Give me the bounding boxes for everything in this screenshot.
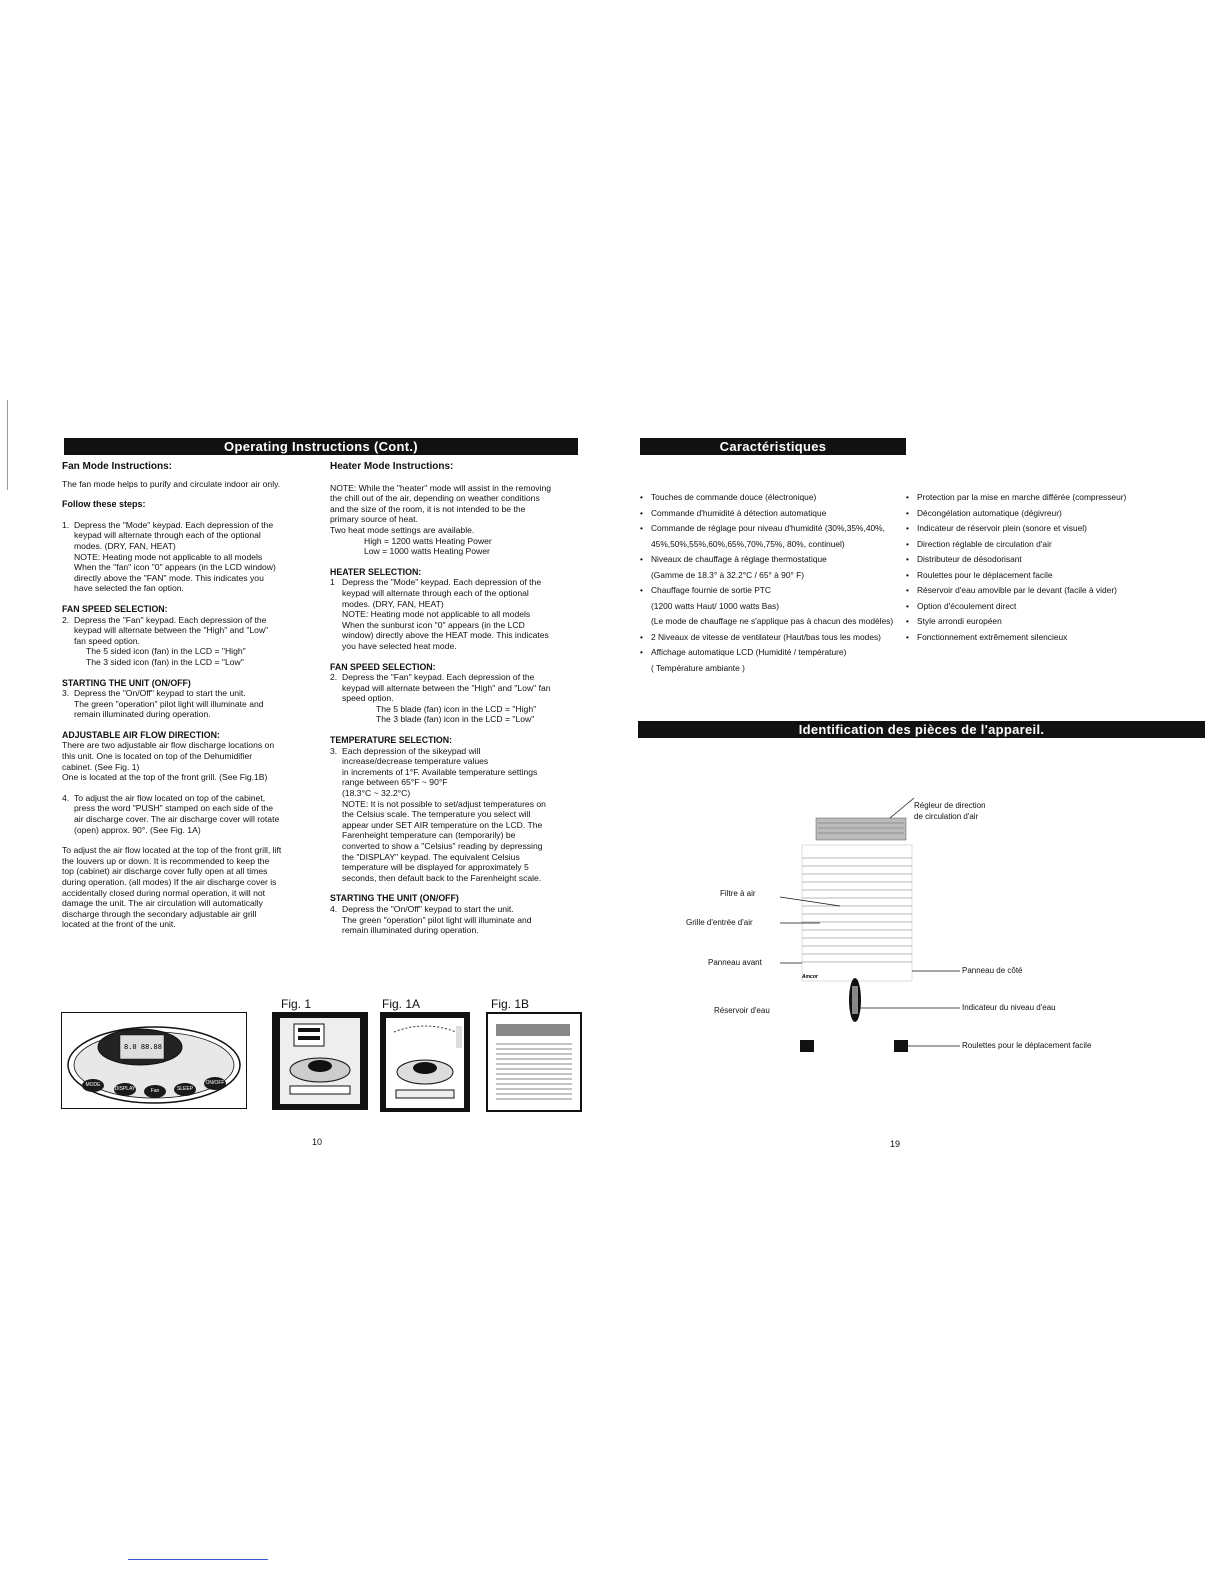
footer-rule (128, 1559, 268, 1560)
feature-item: • 2 Niveaux de vitesse de ventilateur (Haut/bas tous les modes) (640, 630, 893, 646)
right-page-number: 19 (890, 1139, 901, 1149)
right-page-header: Caractéristiques (640, 438, 906, 455)
fig1-image (272, 1012, 368, 1110)
fan-button[interactable]: Fan (144, 1085, 166, 1098)
label-water-tank: Réservoir d'eau (714, 1006, 770, 1015)
feature-item: • Style arrondi européen (906, 614, 1126, 630)
fan-step-4: 4. To adjust the air flow located on top of the cabinet, press the word "PUSH" stamped on each side of the air discharge cover. The air discharge cover will rotate (open) approx. 90°. (See Fig. 1A) (62, 792, 280, 835)
fan-mode-column: Fan Mode Instructions: The fan mode helps to purify and circulate indoor air only. Follow these steps: 1. Depress the "Mode" keypad. Each depression of the keypad will alternate through each of the optional modes. (DRY, FAN, HEAT) NOTE: Heating mode not applicable to all models When the "fan" icon "0" appears (in the LCD window) directly above the "FAN" mode. This indicates you have selected the fan option. FAN SPEED SELECTION: 2. Depress the "Fan" keypad. Each depression of the keypad will alternate between the "High" and "Low" fan speed option. The 5 sided icon (fan) in the LCD = "High" The 3 sided icon (fan) in the LCD = "Low" STARTING THE UNIT (ON/OFF) 3. Depress the "On/Off" keypad to start the unit. The green "operation" pilot light will illuminate and remain illuminated during operation. ADJUSTABLE AIR FLOW DIRECTION: There are two adjustable air flow discharge locations on this unit. One is located on top of the Dehumidifier cabinet. (See Fig. 1) One is located at the top of the front grill. (See Fig.1B) 4. To adjust the air flow located on top of the cabinet, press the word "PUSH" stamped on each side of the air discharge cover. The air discharge cover will rotate (open) approx. 90°. (See Fig. 1A) To adjust the air flow located at the top of the front grill, lift the louvers up or down. It is recommended to keep the top (cabinet) air discharge cover fully open at all times during operation. (all modes) If the air discharge cover is accidentally closed during normal operation, it will not damage the unit. The air circulation will automatically discharge through the secondary adjustable air grill located at the front of the unit. (62, 462, 312, 930)
feature-item: • Protection par la mise en marche différée (compresseur) (906, 490, 1126, 506)
display-button[interactable]: DISPLAY (114, 1083, 136, 1096)
label-front-panel: Panneau avant (708, 958, 762, 967)
control-panel-figure (61, 1012, 247, 1109)
feature-item: ( Température ambiante ) (651, 662, 745, 673)
follow-steps: Follow these steps: (62, 499, 146, 510)
features-list-right (906, 490, 1126, 645)
onoff-button[interactable]: ON/OFF (204, 1077, 226, 1090)
heater-mode-title: Heater Mode Instructions: (330, 461, 454, 472)
label-casters: Roulettes pour le déplacement facile (962, 1041, 1092, 1050)
heater-step-3: 3. Each depression of the sikeypad will increase/decrease temperature values in increments of 1°F. Available temperature settings range between 65°F ~ 90°F (18.3°C ~ 32.2°C) NOTE: It is not possible to set/adjust temperatures on the Celsius scale. The temperature you select will appear under SET AIR temperature on the LCD. The Farenheight temperature can (temporarily) be converted to show a "Celsius" reading by depressing the "DISPLAY" keypad. The equivalent Celsius temperature will be displayed for approximately 5 seconds, then default back to the Farenheight scale. (330, 745, 546, 883)
feature-item: • Affichage automatique LCD (Humidité / température) (640, 645, 893, 661)
fig1b-grill-drawing (488, 1014, 580, 1110)
heater-mode-column: Heater Mode Instructions: NOTE: While the "heater" mode will assist in the removing the chill out of the air, depending on weather conditions and the size of the room, it is not intended to be the primary source of heat. Two heat mode settings are available. High = 1200 watts Heating Power Low = 1000 watts Heating Power HEATER SELECTION: 1 Depress the "Mode" keypad. Each depression of the keypad will alternate through each of the optional modes. (DRY, FAN, HEAT) NOTE: Heating mode not applicable to all models When the sunburst icon "0" appears (in the LCD window) directly above the HEAT mode. This indicates you have selected heat mode. FAN SPEED SELECTION: 2. Depress the "Fan" keypad. Each depression of the keypad will alternate between the "High" and "Low" fan speed option. The 5 blade (fan) icon in the LCD = "High" The 3 blade (fan) icon in the LCD = "Low" TEMPERATURE SELECTION: 3. Each depression of the sikeypad will increase/decrease temperature values in increments of 1°F. Available temperature settings range between 65°F ~ 90°F (18.3°C ~ 32.2°C) NOTE: It is not possible to set/adjust temperatures on the Celsius scale. The temperature you select will appear under SET AIR temperature on the LCD. The Farenheight temperature can (temporarily) be converted to show a "Celsius" reading by depressing the "DISPLAY" keypad. The equivalent Celsius temperature will be displayed for approximately 5 seconds, then default back to the Farenheight scale. STARTING THE UNIT (ON/OFF) 4. Depress the "On/Off" keypad to start the unit. The green "operation" pilot light will illuminate and remain illuminated during operation. (330, 462, 582, 936)
fig1b-image (486, 1012, 582, 1112)
feature-item: • Commande de réglage pour niveau d'humidité (30%,35%,40%, (640, 521, 893, 537)
heater-step-1: 1 Depress the "Mode" keypad. Each depression of the keypad will alternate through each of the optional modes. (DRY, FAN, HEAT) NOTE: Heating mode not applicable to all models When the sunburst icon "0" appears (in the LCD window) directly above the HEAT mode. This indicates you have selected heat mode. (330, 577, 549, 651)
fig1-drawing (272, 1012, 368, 1110)
airflow-title: ADJUSTABLE AIR FLOW DIRECTION: (62, 729, 220, 740)
fan-step-2: 2. Depress the "Fan" keypad. Each depression of the keypad will alternate between the "High" and "Low" fan speed option. The 5 sided icon (fan) in the LCD = "High" The 3 sided icon (fan) in the LCD = "Low" (62, 614, 269, 667)
feature-item: • Distributeur de désodorisant (906, 552, 1126, 568)
heater-start-title: STARTING THE UNIT (ON/OFF) (330, 893, 459, 904)
fan-mode-title: Fan Mode Instructions: (62, 461, 172, 472)
features-list-left (640, 490, 893, 676)
feature-item: 45%,50%,55%,60%,65%,70%,75%, 80%, continuel) (651, 538, 845, 549)
feature-item: • Touches de commande douce (électronique) (640, 490, 893, 506)
feature-item: • Commande d'humidité à détection automatique (640, 506, 893, 522)
heater-step-4: 4. Depress the "On/Off" keypad to start the unit. The green "operation" pilot light will illuminate and remain illuminated during operation. (330, 903, 532, 936)
mode-button[interactable]: MODE (82, 1079, 104, 1092)
fig1a-image (380, 1012, 470, 1112)
lcd-readout: 8.0 88.88 (124, 1043, 162, 1051)
feature-item: • Indicateur de réservoir plein (sonore et visuel) (906, 521, 1126, 537)
feature-item: (Gamme de 18.3° à 32.2°C / 65° à 90° F) (651, 569, 805, 580)
fig1-label: Fig. 1 (281, 997, 312, 1011)
feature-item: (1200 watts Haut/ 1000 watts Bas) (651, 600, 780, 611)
feature-item: • Direction réglable de circulation d'air (906, 537, 1126, 553)
temperature-selection-title: TEMPERATURE SELECTION: (330, 735, 453, 746)
fan-speed-title: FAN SPEED SELECTION: (62, 603, 168, 614)
fig1a-drawing (380, 1012, 470, 1112)
heater-selection-title: HEATER SELECTION: (330, 566, 422, 577)
parts-header: Identification des pièces de l'appareil. (638, 721, 1205, 738)
heater-fan-speed-title: FAN SPEED SELECTION: (330, 661, 436, 672)
fan-mode-intro: The fan mode helps to purify and circulate indoor air only. (62, 478, 281, 489)
fan-step-3: 3. Depress the "On/Off" keypad to start the unit. The green "operation" pilot light will illuminate and remain illuminated during operation. (62, 688, 264, 720)
feature-item: (Le mode de chauffage ne s'applique pas à chacun des modèles) (651, 616, 894, 626)
label-air-direction: Régleur de direction de circulation d'air (914, 801, 986, 821)
left-page-header: Operating Instructions (Cont.) (64, 438, 578, 455)
feature-item: • Décongélation automatique (dégivreur) (906, 506, 1126, 522)
fig1a-label: Fig. 1A (382, 997, 421, 1011)
scan-edge-line (7, 400, 8, 490)
label-water-level: Indicateur du niveau d'eau (962, 1003, 1056, 1012)
label-air-filter: Filtre à air (720, 889, 756, 898)
sleep-button[interactable]: SLEEP (174, 1083, 196, 1096)
step-number: 1. (62, 519, 70, 530)
feature-item: • Option d'écoulement direct (906, 599, 1126, 615)
feature-item: • Chauffage fournie de sortie PTC (640, 583, 893, 599)
feature-item: • Fonctionnement extrêmement silencieux (906, 630, 1126, 646)
fan-step-1: 1. Depress the "Mode" keypad. Each depression of the keypad will alternate through each of the optional modes. (DRY, FAN, HEAT) NOTE: Heating mode not applicable to all models When the "fan" icon "0" appears (in the LCD window) directly above the "FAN" mode. This indicates you have selected the fan option. (62, 519, 276, 594)
parts-diagram (780, 790, 960, 1090)
feature-item: • Roulettes pour le déplacement facile (906, 568, 1126, 584)
label-side-panel: Panneau de côté (962, 966, 1023, 975)
feature-item: • Niveaux de chauffage à réglage thermostatique (640, 552, 893, 568)
start-unit-title: STARTING THE UNIT (ON/OFF) (62, 677, 191, 688)
feature-item: • Réservoir d'eau amovible par le devant (facile à vider) (906, 583, 1126, 599)
fig1b-label: Fig. 1B (491, 997, 530, 1011)
brand-logo: Amcor (802, 974, 818, 980)
label-intake-grill: Grille d'entrée d'air (686, 918, 753, 927)
heater-step-2: 2. Depress the "Fan" keypad. Each depression of the keypad will alternate between the "High" and "Low" fan speed option. The 5 blade (fan) icon in the LCD = "High" The 3 blade (fan) icon in the LCD = "Low" (330, 672, 551, 725)
left-page-number: 10 (312, 1137, 323, 1147)
